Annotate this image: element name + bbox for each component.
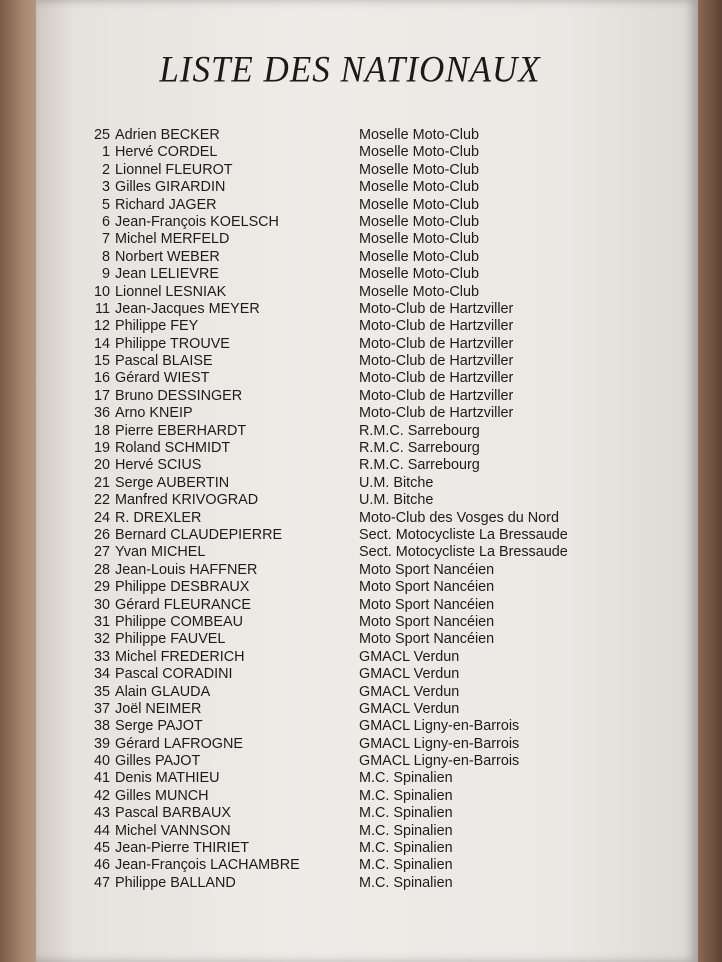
list-item (88, 666, 648, 683)
rider-number: 37 (93, 700, 110, 717)
list-item (88, 597, 648, 614)
list-item (88, 353, 648, 370)
rider-number: 19 (93, 440, 110, 457)
rider-name: Bruno DESSINGER (115, 387, 243, 404)
rider-club: Moto Sport Nancéien (359, 613, 495, 630)
nationals-list (88, 127, 648, 892)
list-item (88, 127, 648, 144)
list-item (88, 684, 648, 701)
rider-club: Moto Sport Nancéien (359, 631, 495, 648)
list-item (88, 736, 648, 753)
rider-number: 35 (93, 683, 110, 700)
rider-club: M.C. Spinalien (359, 874, 453, 891)
list-item (88, 197, 648, 214)
rider-club: Moselle Moto-Club (359, 213, 479, 230)
list-item (88, 544, 648, 561)
list-item (88, 457, 648, 474)
list-item (88, 336, 648, 353)
rider-club: M.C. Spinalien (359, 822, 453, 839)
rider-club: GMACL Ligny-en-Barrois (359, 735, 520, 752)
rider-number: 47 (93, 874, 110, 891)
list-item (88, 562, 648, 579)
rider-number: 38 (93, 718, 110, 735)
rider-name: Philippe TROUVE (115, 335, 230, 352)
rider-club: M.C. Spinalien (359, 840, 453, 857)
rider-number: 33 (93, 648, 110, 665)
rider-name: Bernard CLAUDEPIERRE (115, 526, 283, 543)
list-item (88, 318, 648, 335)
rider-name: Joël NEIMER (115, 700, 202, 717)
rider-number: 31 (93, 613, 110, 630)
list-item (88, 214, 648, 231)
rider-club: Moto Sport Nancéien (359, 561, 495, 578)
rider-name: Jean-François LACHAMBRE (115, 857, 300, 874)
rider-club: Moto-Club de Hartzviller (359, 300, 514, 317)
list-item (88, 179, 648, 196)
rider-club: R.M.C. Sarrebourg (359, 440, 480, 457)
rider-name: Alain GLAUDA (115, 683, 211, 700)
list-item (88, 301, 648, 318)
rider-number: 39 (93, 735, 110, 752)
rider-name: Jean-Louis HAFFNER (115, 561, 258, 578)
rider-number: 8 (101, 248, 110, 265)
rider-name: Lionnel FLEUROT (115, 161, 233, 178)
rider-name: Pascal CORADINI (115, 666, 233, 683)
rider-name: Adrien BECKER (115, 127, 220, 143)
rider-number: 43 (93, 805, 110, 822)
rider-club: Moto Sport Nancéien (359, 579, 495, 596)
rider-club: M.C. Spinalien (359, 857, 453, 874)
rider-number: 2 (101, 161, 110, 178)
rider-club: M.C. Spinalien (359, 770, 453, 787)
rider-name: Michel MERFELD (115, 231, 230, 248)
rider-club: GMACL Ligny-en-Barrois (359, 718, 520, 735)
page-edge (698, 0, 722, 962)
rider-name: Philippe FAUVEL (115, 631, 226, 648)
list-item (88, 788, 648, 805)
rider-name: Gérard FLEURANCE (115, 596, 251, 613)
rider-name: Manfred KRIVOGRAD (115, 492, 259, 509)
list-item (88, 805, 648, 822)
rider-club: GMACL Verdun (359, 700, 460, 717)
rider-name: Hervé SCIUS (115, 457, 202, 474)
rider-number: 17 (93, 387, 110, 404)
rider-club: Moto-Club de Hartzviller (359, 353, 514, 370)
rider-club: U.M. Bitche (359, 492, 434, 509)
rider-number: 32 (93, 631, 110, 648)
rider-club: Moto-Club de Hartzviller (359, 335, 514, 352)
list-item (88, 840, 648, 857)
rider-name: Hervé CORDEL (115, 144, 218, 161)
rider-name: Philippe BALLAND (115, 874, 236, 891)
list-item (88, 266, 648, 283)
rider-name: Jean-Jacques MEYER (115, 300, 260, 317)
rider-number: 18 (93, 422, 110, 439)
rider-number: 12 (93, 318, 110, 335)
list-item (88, 405, 648, 422)
rider-name: Philippe FEY (115, 318, 199, 335)
rider-name: R. DREXLER (115, 509, 202, 526)
rider-club: R.M.C. Sarrebourg (359, 422, 480, 439)
rider-number: 9 (101, 266, 110, 283)
rider-number: 36 (93, 405, 110, 422)
list-item (88, 701, 648, 718)
rider-number: 40 (93, 753, 110, 770)
rider-number: 15 (93, 353, 110, 370)
list-item (88, 492, 648, 509)
rider-name: Jean-Pierre THIRIET (115, 840, 250, 857)
list-item (88, 284, 648, 301)
rider-club: R.M.C. Sarrebourg (359, 457, 480, 474)
rider-number: 27 (93, 544, 110, 561)
rider-name: Philippe COMBEAU (115, 613, 243, 630)
rider-name: Serge AUBERTIN (115, 474, 230, 491)
rider-number: 11 (95, 300, 110, 317)
rider-number: 29 (93, 579, 110, 596)
list-item (88, 753, 648, 770)
rider-club: Moto-Club des Vosges du Nord (359, 509, 559, 526)
rider-name: Denis MATHIEU (115, 770, 220, 787)
list-item (88, 144, 648, 161)
rider-club: M.C. Spinalien (359, 787, 453, 804)
rider-club: Sect. Motocycliste La Bressaude (359, 526, 568, 543)
rider-club: M.C. Spinalien (359, 805, 453, 822)
rider-number: 10 (93, 283, 110, 300)
rider-number: 45 (93, 840, 110, 857)
list-item (88, 649, 648, 666)
rider-club: Moto-Club de Hartzviller (359, 318, 514, 335)
rider-club: Moto-Club de Hartzviller (359, 405, 514, 422)
rider-club: U.M. Bitche (359, 474, 434, 491)
list-item (88, 475, 648, 492)
rider-number: 46 (93, 857, 110, 874)
rider-club: Moselle Moto-Club (359, 196, 479, 213)
rider-name: Pascal BLAISE (115, 353, 213, 370)
rider-club: Moto-Club de Hartzviller (359, 370, 514, 387)
rider-number: 20 (93, 457, 110, 474)
rider-club: GMACL Verdun (359, 683, 460, 700)
rider-name: Michel VANNSON (115, 822, 231, 839)
rider-number: 6 (101, 213, 110, 230)
list-item (88, 857, 648, 874)
rider-name: Serge PAJOT (115, 718, 203, 735)
list-item (88, 527, 648, 544)
list-item (88, 249, 648, 266)
list-item (88, 770, 648, 787)
rider-club: Moselle Moto-Club (359, 283, 479, 300)
rider-name: Arno KNEIP (115, 405, 193, 422)
rider-name: Gilles MUNCH (115, 787, 209, 804)
rider-number: 1 (101, 144, 110, 161)
list-item (88, 388, 648, 405)
rider-number: 24 (93, 509, 110, 526)
list-item (88, 631, 648, 648)
rider-number: 25 (93, 127, 110, 143)
rider-club: GMACL Ligny-en-Barrois (359, 753, 520, 770)
rider-number: 7 (101, 231, 110, 248)
rider-number: 41 (93, 770, 110, 787)
list-item (88, 423, 648, 440)
rider-number: 30 (93, 596, 110, 613)
rider-name: Richard JAGER (115, 196, 217, 213)
rider-name: Jean-François KOELSCH (115, 213, 279, 230)
list-item (88, 579, 648, 596)
rider-number: 5 (101, 196, 110, 213)
list-item (88, 718, 648, 735)
rider-name: Norbert WEBER (115, 248, 220, 265)
rider-number: 14 (93, 335, 110, 352)
list-item (88, 614, 648, 631)
rider-number: 44 (93, 822, 110, 839)
rider-club: Moto Sport Nancéien (359, 596, 495, 613)
rider-name: Roland SCHMIDT (115, 440, 231, 457)
rider-club: Moto-Club de Hartzviller (359, 387, 514, 404)
list-item (88, 231, 648, 248)
rider-club: Moselle Moto-Club (359, 266, 479, 283)
rider-name: Gilles GIRARDIN (115, 179, 226, 196)
list-item (88, 823, 648, 840)
rider-name: Pierre EBERHARDT (115, 422, 247, 439)
rider-number: 16 (93, 370, 110, 387)
rider-club: Moselle Moto-Club (359, 144, 479, 161)
rider-number: 34 (93, 666, 110, 683)
rider-name: Gérard LAFROGNE (115, 735, 243, 752)
rider-number: 21 (93, 474, 110, 491)
page-title: LISTE DES NATIONAUX (159, 49, 541, 90)
rider-name: Philippe DESBRAUX (115, 579, 250, 596)
list-item (88, 875, 648, 892)
rider-number: 22 (93, 492, 110, 509)
list-item (88, 370, 648, 387)
list-item (88, 510, 648, 527)
list-item (88, 440, 648, 457)
rider-name: Michel FREDERICH (115, 648, 245, 665)
rider-number: 3 (101, 179, 110, 196)
rider-name: Gilles PAJOT (115, 753, 201, 770)
rider-name: Gérard WIEST (115, 370, 210, 387)
rider-club: Sect. Motocycliste La Bressaude (359, 544, 568, 561)
rider-club: GMACL Verdun (359, 648, 460, 665)
rider-club: Moselle Moto-Club (359, 127, 479, 143)
rider-number: 42 (93, 787, 110, 804)
rider-name: Jean LELIEVRE (115, 266, 219, 283)
list-item (88, 162, 648, 179)
rider-name: Yvan MICHEL (115, 544, 206, 561)
rider-club: GMACL Verdun (359, 666, 460, 683)
rider-club: Moselle Moto-Club (359, 248, 479, 265)
rider-name: Pascal BARBAUX (115, 805, 231, 822)
rider-club: Moselle Moto-Club (359, 161, 479, 178)
rider-club: Moselle Moto-Club (359, 231, 479, 248)
rider-name: Lionnel LESNIAK (115, 283, 227, 300)
rider-number: 26 (93, 526, 110, 543)
rider-club: Moselle Moto-Club (359, 179, 479, 196)
rider-number: 28 (93, 561, 110, 578)
